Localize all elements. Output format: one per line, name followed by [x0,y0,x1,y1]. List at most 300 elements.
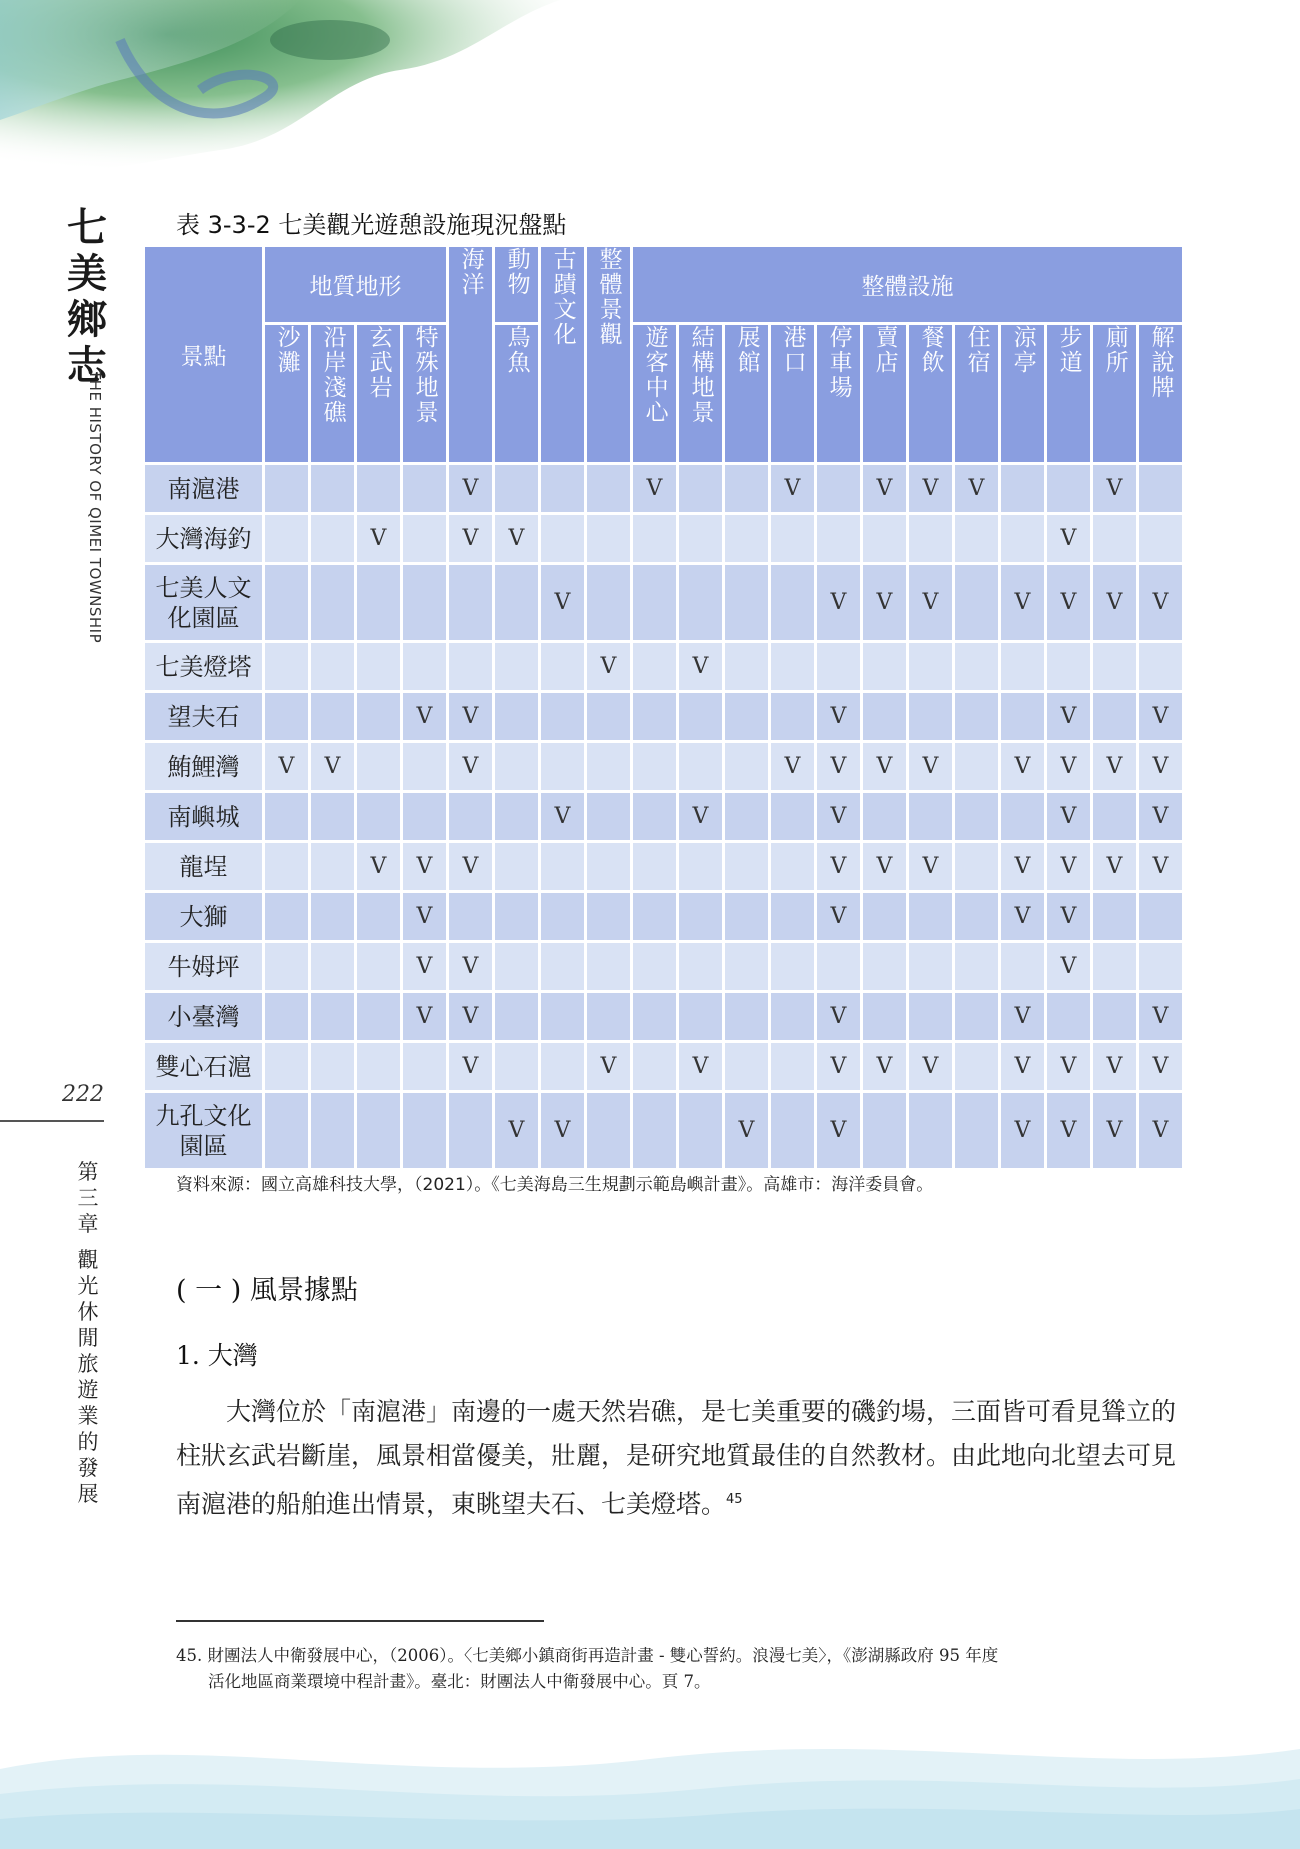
row-mark-cell: V [862,464,908,514]
row-mark-cell: V [1092,1092,1138,1170]
row-mark-cell [724,992,770,1042]
book-title-vertical [62,205,112,389]
row-mark-cell: V [1046,564,1092,642]
footnote-line-1: 45. 財團法人中衛發展中心，（2006）。〈七美鄉小鎮商街再造計畫 - 雙心誓約。浪漫七美〉，《澎湖縣政府 95 年度 [176,1646,999,1665]
row-mark-cell [586,1092,632,1170]
row-mark-cell [356,1092,402,1170]
row-mark-cell [632,1092,678,1170]
row-mark-cell [310,642,356,692]
row-mark-cell: V [1046,692,1092,742]
row-mark-cell [632,692,678,742]
row-mark-cell [264,642,310,692]
row-mark-cell [678,992,724,1042]
row-mark-cell [724,564,770,642]
row-mark-cell [1000,942,1046,992]
row-mark-cell [310,942,356,992]
row-mark-cell: V [1092,1042,1138,1092]
row-mark-cell: V [448,1042,494,1092]
row-mark-cell: V [356,514,402,564]
row-mark-cell [494,892,540,942]
row-spot-name: 雙心石滬 [144,1042,264,1092]
chapter-char: 三 [77,1186,99,1210]
row-mark-cell: V [816,892,862,942]
row-mark-cell [678,464,724,514]
header-col-toilet: 廁所 [1092,324,1138,464]
row-mark-cell [678,742,724,792]
chapter-char: 第 [77,1160,99,1184]
row-mark-cell [494,692,540,742]
row-mark-cell [540,742,586,792]
header-group-landscape: 整體景觀 [586,246,632,464]
row-mark-cell [724,692,770,742]
row-mark-cell [1000,692,1046,742]
header-col-shop: 賣店 [862,324,908,464]
chapter-char: 光 [77,1274,99,1298]
row-mark-cell [448,564,494,642]
row-mark-cell: V [448,842,494,892]
row-mark-cell: V [1046,514,1092,564]
row-mark-cell [494,942,540,992]
row-spot-name: 小臺灣 [144,992,264,1042]
row-mark-cell [1000,642,1046,692]
row-mark-cell: V [862,842,908,892]
row-mark-cell [908,642,954,692]
row-mark-cell: V [908,564,954,642]
row-mark-cell: V [1138,842,1184,892]
row-mark-cell: V [1000,992,1046,1042]
row-mark-cell: V [1046,942,1092,992]
row-mark-cell [448,1092,494,1170]
row-mark-cell [540,892,586,942]
row-mark-cell: V [678,642,724,692]
row-mark-cell: V [862,742,908,792]
book-title-char: 七 [67,204,107,251]
row-mark-cell [816,942,862,992]
row-mark-cell [770,1092,816,1170]
row-spot-name: 南嶼城 [144,792,264,842]
row-mark-cell [402,742,448,792]
row-mark-cell [770,642,816,692]
row-mark-cell [954,564,1000,642]
row-mark-cell [494,464,540,514]
row-mark-cell [264,942,310,992]
row-mark-cell: V [356,842,402,892]
row-mark-cell [264,842,310,892]
row-mark-cell: V [816,1092,862,1170]
row-mark-cell: V [954,464,1000,514]
row-mark-cell: V [678,792,724,842]
row-mark-cell [862,942,908,992]
row-spot-name: 大灣海釣 [144,514,264,564]
row-spot-name: 大獅 [144,892,264,942]
row-mark-cell: V [816,742,862,792]
row-mark-cell [356,464,402,514]
row-mark-cell [1092,514,1138,564]
chapter-char: 業 [77,1404,99,1428]
header-group-geology: 地質地形 [264,246,448,324]
row-mark-cell: V [770,742,816,792]
row-mark-cell [586,792,632,842]
row-mark-cell [1092,642,1138,692]
row-spot-name: 牛姆坪 [144,942,264,992]
row-mark-cell [586,742,632,792]
row-mark-cell [356,942,402,992]
facilities-table [142,244,1185,1171]
row-mark-cell: V [1138,792,1184,842]
row-mark-cell [862,892,908,942]
row-mark-cell: V [908,742,954,792]
row-mark-cell [356,742,402,792]
row-mark-cell [724,514,770,564]
row-mark-cell: V [402,892,448,942]
header-group-ocean: 海洋 [448,246,494,464]
chapter-char: 觀 [77,1248,99,1272]
row-mark-cell: V [1046,1042,1092,1092]
footnote-reference: 45 [726,1492,743,1507]
row-mark-cell [402,514,448,564]
row-mark-cell [954,642,1000,692]
row-mark-cell [908,1092,954,1170]
row-mark-cell [264,514,310,564]
row-mark-cell [954,842,1000,892]
row-mark-cell [494,742,540,792]
book-title-char: 鄉 [67,296,107,343]
header-group-heritage: 古蹟文化 [540,246,586,464]
row-spot-name: 龍埕 [144,842,264,892]
row-mark-cell: V [1046,1092,1092,1170]
row-mark-cell [448,642,494,692]
header-col-harbor: 港口 [770,324,816,464]
row-mark-cell [310,514,356,564]
row-mark-cell [310,1092,356,1170]
row-mark-cell [264,564,310,642]
row-mark-cell: V [908,842,954,892]
row-mark-cell: V [264,742,310,792]
footnote-rule [176,1620,544,1622]
row-mark-cell [908,892,954,942]
chapter-char: 閒 [77,1326,99,1350]
row-mark-cell [1000,792,1046,842]
row-mark-cell [1092,892,1138,942]
row-mark-cell: V [816,564,862,642]
row-mark-cell [632,514,678,564]
row-mark-cell [770,942,816,992]
row-mark-cell [1046,464,1092,514]
row-mark-cell [586,464,632,514]
row-mark-cell [724,892,770,942]
table-row [144,892,1184,942]
row-mark-cell [1138,464,1184,514]
chapter-char: 旅 [77,1352,99,1376]
body-paragraph [176,1390,1176,1526]
row-mark-cell [632,842,678,892]
row-mark-cell [724,742,770,792]
row-mark-cell [540,692,586,742]
book-title-char: 志 [67,342,107,389]
row-mark-cell [1138,942,1184,992]
row-mark-cell [954,742,1000,792]
table-row [144,842,1184,892]
row-mark-cell [954,692,1000,742]
row-mark-cell [402,1092,448,1170]
chapter-char: 遊 [77,1378,99,1402]
row-mark-cell [632,742,678,792]
row-mark-cell [586,842,632,892]
row-mark-cell [356,792,402,842]
row-mark-cell [540,992,586,1042]
row-mark-cell [908,692,954,742]
row-mark-cell [770,692,816,742]
row-mark-cell [632,892,678,942]
header-col-basalt: 玄武岩 [356,324,402,464]
row-mark-cell [770,564,816,642]
row-mark-cell [540,1042,586,1092]
table-source-note: 資料來源：國立高雄科技大學，（2021）。《七美海島三生規劃示範島嶼計畫》。高雄市：海洋委員會。 [176,1175,934,1195]
row-mark-cell: V [448,464,494,514]
chapter-char: 發 [77,1456,99,1480]
row-mark-cell: V [494,514,540,564]
row-mark-cell [908,992,954,1042]
row-mark-cell [862,992,908,1042]
header-group-facilities: 整體設施 [632,246,1184,324]
table-title: 表 3-3-2 七美觀光遊憩設施現況盤點 [176,211,567,239]
row-mark-cell: V [1000,564,1046,642]
row-mark-cell: V [816,692,862,742]
row-mark-cell: V [1046,742,1092,792]
row-mark-cell: V [816,1042,862,1092]
row-mark-cell: V [540,792,586,842]
row-mark-cell [310,842,356,892]
row-mark-cell: V [586,642,632,692]
row-mark-cell [586,992,632,1042]
header-col-dining: 餐飲 [908,324,954,464]
header-col-beach: 沙灘 [264,324,310,464]
row-mark-cell [310,692,356,742]
row-mark-cell [540,464,586,514]
row-mark-cell [678,564,724,642]
row-mark-cell [1046,992,1092,1042]
row-mark-cell [540,514,586,564]
row-mark-cell: V [310,742,356,792]
row-mark-cell [678,692,724,742]
table-body [144,464,1184,1170]
row-spot-name: 七美燈塔 [144,642,264,692]
row-mark-cell [448,892,494,942]
row-mark-cell [586,692,632,742]
row-mark-cell: V [540,564,586,642]
row-mark-cell [908,514,954,564]
row-mark-cell: V [1138,564,1184,642]
row-mark-cell: V [1092,742,1138,792]
row-mark-cell [862,792,908,842]
table-row [144,942,1184,992]
header-col-exhibit: 展館 [724,324,770,464]
row-mark-cell [954,1092,1000,1170]
row-mark-cell: V [1046,842,1092,892]
row-mark-cell: V [1000,892,1046,942]
row-mark-cell [264,792,310,842]
row-mark-cell [862,692,908,742]
row-mark-cell: V [724,1092,770,1170]
row-mark-cell: V [1000,842,1046,892]
chapter-char: 的 [77,1430,99,1454]
row-spot-name: 九孔文化園區 [144,1092,264,1170]
row-mark-cell [954,992,1000,1042]
row-mark-cell [862,514,908,564]
row-mark-cell: V [1138,1042,1184,1092]
row-mark-cell: V [1092,464,1138,514]
sub-heading: 1. 大灣 [176,1341,258,1370]
row-mark-cell: V [816,792,862,842]
row-mark-cell [1000,464,1046,514]
table-row [144,1092,1184,1170]
row-mark-cell: V [1046,792,1092,842]
row-mark-cell [632,564,678,642]
row-mark-cell [770,992,816,1042]
row-mark-cell [908,942,954,992]
row-mark-cell [1138,514,1184,564]
row-mark-cell [540,642,586,692]
header-col-parking: 停車場 [816,324,862,464]
row-mark-cell [310,892,356,942]
row-mark-cell [816,464,862,514]
row-mark-cell [1092,942,1138,992]
row-mark-cell [494,842,540,892]
table-row [144,1042,1184,1092]
table-row [144,692,1184,742]
row-mark-cell [724,792,770,842]
row-mark-cell [724,842,770,892]
row-mark-cell [862,642,908,692]
page-number-rule [0,1120,104,1122]
row-mark-cell: V [632,464,678,514]
row-mark-cell [678,514,724,564]
row-mark-cell [770,514,816,564]
row-mark-cell [816,642,862,692]
row-mark-cell [586,564,632,642]
row-mark-cell [770,842,816,892]
row-spot-name: 鮪鯉灣 [144,742,264,792]
page-number: 222 [62,1082,104,1107]
table-row [144,992,1184,1042]
row-mark-cell: V [1138,992,1184,1042]
row-mark-cell [632,992,678,1042]
chapter-char: 章 [77,1212,99,1236]
row-mark-cell: V [586,1042,632,1092]
row-mark-cell [954,1042,1000,1092]
row-mark-cell: V [1000,1042,1046,1092]
row-mark-cell [678,1092,724,1170]
row-mark-cell [632,1042,678,1092]
row-mark-cell [264,464,310,514]
row-mark-cell [494,992,540,1042]
row-mark-cell [632,642,678,692]
row-spot-name: 七美人文化園區 [144,564,264,642]
row-mark-cell: V [494,1092,540,1170]
row-mark-cell: V [448,514,494,564]
row-mark-cell [310,992,356,1042]
row-mark-cell: V [1138,692,1184,742]
header-spot: 景點 [144,246,264,464]
row-mark-cell [356,892,402,942]
row-mark-cell: V [816,992,862,1042]
header-col-lodging: 住宿 [954,324,1000,464]
row-mark-cell: V [1000,742,1046,792]
row-mark-cell: V [678,1042,724,1092]
row-mark-cell [540,942,586,992]
paragraph-text: 大灣位於「南滬港」南邊的一處天然岩礁，是七美重要的磯釣場，三面皆可看見聳立的柱狀玄武岩斷崖，風景相當優美，壯麗，是研究地質最佳的自然教材。由此地向北望去可見南滬港的船舶進出情景，東眺望夫石、七美燈塔。 [176,1397,1177,1519]
row-mark-cell [310,1042,356,1092]
row-mark-cell [494,792,540,842]
row-mark-cell [264,992,310,1042]
header-landscape-art [0,0,560,190]
row-mark-cell: V [402,692,448,742]
row-mark-cell [954,514,1000,564]
chapter-title-vertical [74,1160,102,1508]
row-mark-cell [494,642,540,692]
header-col-trail: 步道 [1046,324,1092,464]
row-mark-cell: V [1092,842,1138,892]
row-mark-cell: V [448,992,494,1042]
row-mark-cell [632,942,678,992]
row-mark-cell [862,1092,908,1170]
row-mark-cell: V [908,1042,954,1092]
row-mark-cell [494,1042,540,1092]
row-mark-cell [954,942,1000,992]
footnote-line-2: 活化地區商業環境中程計畫》。臺北：財團法人中衛發展中心。頁 7。 [208,1672,711,1691]
footer-wave-art [0,1709,1300,1849]
row-mark-cell [724,942,770,992]
row-mark-cell: V [770,464,816,514]
row-mark-cell [678,942,724,992]
row-mark-cell: V [402,942,448,992]
chapter-char: 休 [77,1300,99,1324]
row-mark-cell [402,464,448,514]
row-mark-cell [264,892,310,942]
header-col-pavilion: 涼亭 [1000,324,1046,464]
row-spot-name: 望夫石 [144,692,264,742]
row-mark-cell [678,842,724,892]
row-mark-cell [1092,792,1138,842]
row-mark-cell: V [1046,892,1092,942]
row-mark-cell: V [448,742,494,792]
table-row [144,514,1184,564]
header-col-signboard: 解說牌 [1138,324,1184,464]
table-row [144,792,1184,842]
row-mark-cell [586,942,632,992]
book-title-char: 美 [67,250,107,297]
row-mark-cell [908,792,954,842]
row-mark-cell [632,792,678,842]
row-mark-cell [310,464,356,514]
row-mark-cell [586,514,632,564]
row-mark-cell [540,842,586,892]
row-mark-cell: V [540,1092,586,1170]
book-subtitle-english: THE HISTORY OF QIMEI TOWNSHIP [86,370,104,644]
row-spot-name: 南滬港 [144,464,264,514]
header-col-reef: 沿岸淺礁 [310,324,356,464]
row-mark-cell [724,642,770,692]
row-mark-cell [448,792,494,842]
row-mark-cell: V [1138,742,1184,792]
section-heading: ( 一 ) 風景據點 [176,1275,358,1306]
row-mark-cell [402,792,448,842]
row-mark-cell: V [816,842,862,892]
row-mark-cell [1046,642,1092,692]
row-mark-cell [1092,992,1138,1042]
row-mark-cell [356,992,402,1042]
row-mark-cell [954,892,1000,942]
